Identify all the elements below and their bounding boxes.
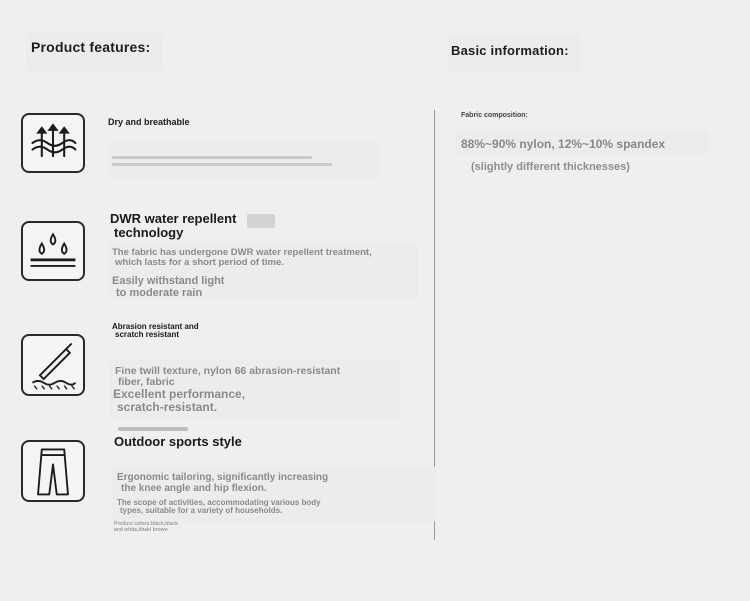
desc-line: which lasts for a short period of time. <box>115 256 284 268</box>
blurred-description-block <box>108 142 380 178</box>
fabric-thickness-note: (slightly different thicknesses) <box>471 161 630 173</box>
fabric-composition-label: Fabric composition: <box>461 112 528 119</box>
desc-line: to moderate rain <box>116 286 203 299</box>
water-drops-icon <box>21 221 85 281</box>
knife-scratch-icon <box>21 334 85 396</box>
desc-line: fiber, fabric <box>118 376 175 389</box>
feature-title-line: DWR water repellent <box>110 211 237 226</box>
desc-line: and white,khaki brown <box>114 526 168 533</box>
desc-line: The scope of activities, accommodating various body <box>117 498 321 507</box>
feature-title-abrasion <box>112 323 199 340</box>
blurred-text-line <box>112 156 312 159</box>
pants-icon <box>21 440 85 502</box>
basic-information-heading: Basic information: <box>451 43 569 58</box>
fabric-composition-value: 88%~90% nylon, 12%~10% spandex <box>461 137 666 151</box>
feature-title-line: Abrasion resistant and <box>112 322 199 331</box>
desc-line: Ergonomic tailoring, significantly increasing <box>117 472 329 483</box>
feature-description-dwr <box>112 248 372 268</box>
desc-line: Product colors:black,black <box>114 521 178 527</box>
feature-title-outdoor: Outdoor sports style <box>114 434 242 449</box>
product-colors-note <box>114 522 178 533</box>
feature-title-line: scratch resistant <box>115 330 180 340</box>
product-features-heading: Product features: <box>31 39 151 55</box>
blurred-badge <box>247 214 275 228</box>
desc-line: Fine twill texture, nylon 66 abrasion-resistant <box>115 365 341 377</box>
feature-description-scope <box>117 499 321 516</box>
desc-line: Easily withstand light <box>112 275 225 287</box>
feature-title-dry-breathable: Dry and breathable <box>108 117 190 127</box>
breathable-arrows-icon <box>21 113 85 173</box>
feature-title-line: technology <box>114 224 184 240</box>
desc-line: types, suitable for a variety of households. <box>120 506 283 516</box>
feature-title-dwr <box>110 212 236 239</box>
blurred-text-line <box>112 163 332 166</box>
feature-description-performance <box>113 388 245 413</box>
feature-description-dwr-rain <box>112 276 224 299</box>
blurred-text-line <box>118 427 188 431</box>
desc-line: scratch-resistant. <box>117 399 218 414</box>
feature-description-ergonomic <box>117 473 328 494</box>
feature-description-abrasion <box>115 366 340 388</box>
desc-line: the knee angle and hip flexion. <box>121 482 267 494</box>
desc-line: The fabric has undergone DWR water repellent treatment, <box>112 247 372 258</box>
desc-line: Excellent performance, <box>113 387 246 401</box>
